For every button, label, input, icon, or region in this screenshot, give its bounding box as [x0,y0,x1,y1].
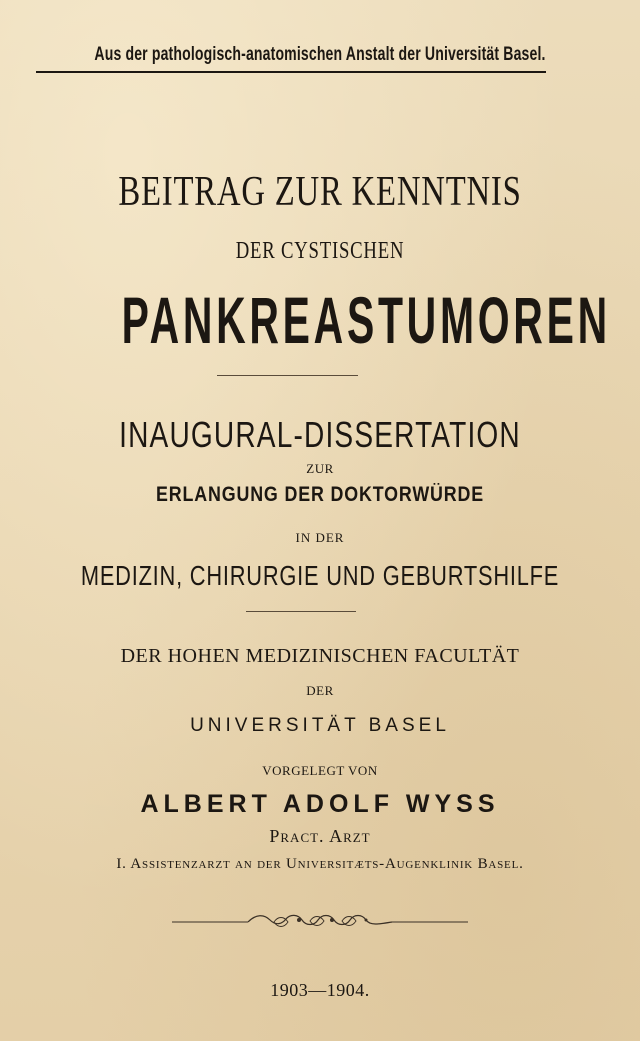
university-name: UNIVERSITÄT BASEL [190,715,450,736]
degree-text: ERLANGUNG DER DOKTORWÜRDE [155,483,485,506]
title-line-3: PANKREASTUMOREN [121,283,611,357]
header-underline [36,71,546,73]
dissertation-label: INAUGURAL-DISSERTATION [119,414,521,455]
divider-rule [217,375,358,376]
title-line-1: BEITRAG ZUR KENNTNIS [118,169,522,215]
presented-by-text: VORGELEGT VON [262,763,378,778]
institution-header: Aus der pathologisch-anatomischen Anstalt der Universität Basel. [94,44,546,65]
author-title: Pract. Arzt [269,826,371,846]
zur-text: ZUR [306,461,334,476]
in-der-text: IN DER [295,530,345,545]
divider-rule [246,611,356,612]
faculty-text: DER HOHEN MEDIZINISCHEN FACULTÄT [120,645,520,667]
author-name: ALBERT ADOLF WYSS [140,790,500,818]
fields-text: MEDIZIN, CHIRURGIE UND GEBURTSHILFE [80,560,560,591]
ornament-divider-icon [170,910,470,930]
title-line-2: DER CYSTISCHEN [235,238,405,264]
der-text: DER [306,683,334,698]
author-position: I. Assistenzarzt an der Universitæts-Augenklinik Basel. [116,856,524,872]
years-text: 1903—1904. [270,980,370,1000]
